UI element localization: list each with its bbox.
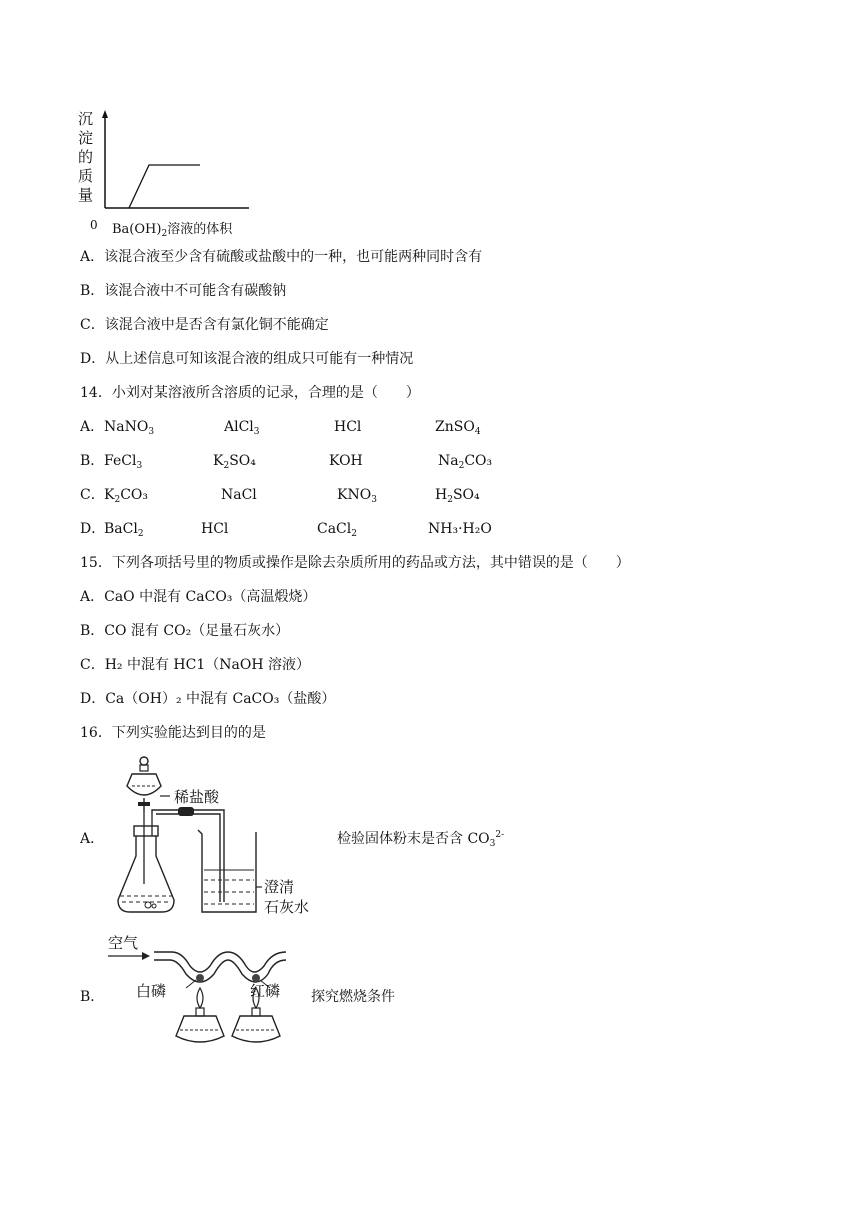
q14-stem: 14．小刘对某溶液所含溶质的记录，合理的是（ ）: [80, 385, 420, 401]
q13-option-d: D．从上述信息可知该混合液的组成只可能有一种情况: [80, 351, 414, 367]
graph-axes: [74, 108, 274, 234]
formula: NaNO$_3$: [104, 419, 155, 437]
apparatus-a-figure: [108, 752, 328, 920]
option-letter: D．: [80, 521, 106, 537]
q15-option-a: A．CaO 中混有 CaCO₃（高温煅烧）: [80, 589, 317, 605]
formula: $Na_2CO_3$: [438, 453, 493, 471]
precipitate-graph: [74, 108, 274, 239]
apparatus-b-figure: [104, 932, 294, 1052]
q16-option-a-desc: 检验固体粉末是否含 $CO_3^{2-}$: [337, 830, 505, 849]
formula: CaCl$_2$: [317, 521, 357, 539]
label-air: 空气: [108, 934, 139, 952]
formula: FeCl$_3$: [104, 453, 143, 471]
formula: $K_2SO_4$: [213, 453, 256, 471]
label-limewater-2: 石灰水: [264, 898, 310, 916]
q15-option-d: D．Ca（OH）₂ 中混有 CaCO₃（盐酸）: [80, 691, 336, 707]
option-letter: A．: [80, 419, 105, 435]
precipitate-curve: [129, 165, 200, 208]
q13-option-c: C．该混合液中是否含有氯化铜不能确定: [80, 317, 329, 333]
option-letter: C．: [80, 487, 105, 503]
formula: AlCl$_3$: [224, 419, 260, 437]
formula: BaCl$_2$: [104, 521, 144, 539]
q16-option-b-letter: B．: [80, 989, 105, 1005]
graph-ylabel: 沉 淀 的 质 量: [78, 110, 94, 204]
q15-option-b: B．CO 混有 CO₂（足量石灰水）: [80, 623, 290, 639]
q13-option-a: A．该混合液至少含有硫酸或盐酸中的一种，也可能两种同时含有: [80, 249, 483, 265]
formula: $K_2CO_3$: [104, 487, 149, 505]
formula: HCl: [334, 419, 362, 435]
formula: HCl: [201, 521, 229, 537]
q16-stem: 16．下列实验能达到目的的是: [80, 725, 266, 741]
label-red-phosphorus: 红磷: [250, 982, 281, 1000]
formula: NH₃·H₂O: [428, 521, 492, 537]
q16-option-b-desc: 探究燃烧条件: [311, 989, 395, 1005]
q16-option-a-letter: A．: [80, 831, 105, 847]
formula: NaCl: [221, 487, 257, 503]
formula: $H_2SO_4$: [435, 487, 480, 505]
label-white-phosphorus: 白磷: [136, 982, 167, 1000]
q15-stem: 15．下列各项括号里的物质或操作是除去杂质所用的药品或方法，其中错误的是（ ）: [80, 555, 630, 571]
label-dilute-hcl: 稀盐酸: [174, 788, 220, 806]
graph-origin: 0: [90, 218, 98, 232]
formula: ZnSO$_4$: [435, 419, 481, 437]
formula: $KNO_3$: [337, 487, 377, 505]
q15-option-c: C．H₂ 中混有 HC1（NaOH 溶液）: [80, 657, 310, 673]
formula: KOH: [329, 453, 363, 469]
graph-xlabel: $Ba(OH)_2$溶液的体积: [112, 222, 233, 239]
q13-option-b: B．该混合液中不可能含有碳酸钠: [80, 283, 287, 299]
label-limewater-1: 澄清: [264, 878, 295, 896]
option-letter: B．: [80, 453, 105, 469]
